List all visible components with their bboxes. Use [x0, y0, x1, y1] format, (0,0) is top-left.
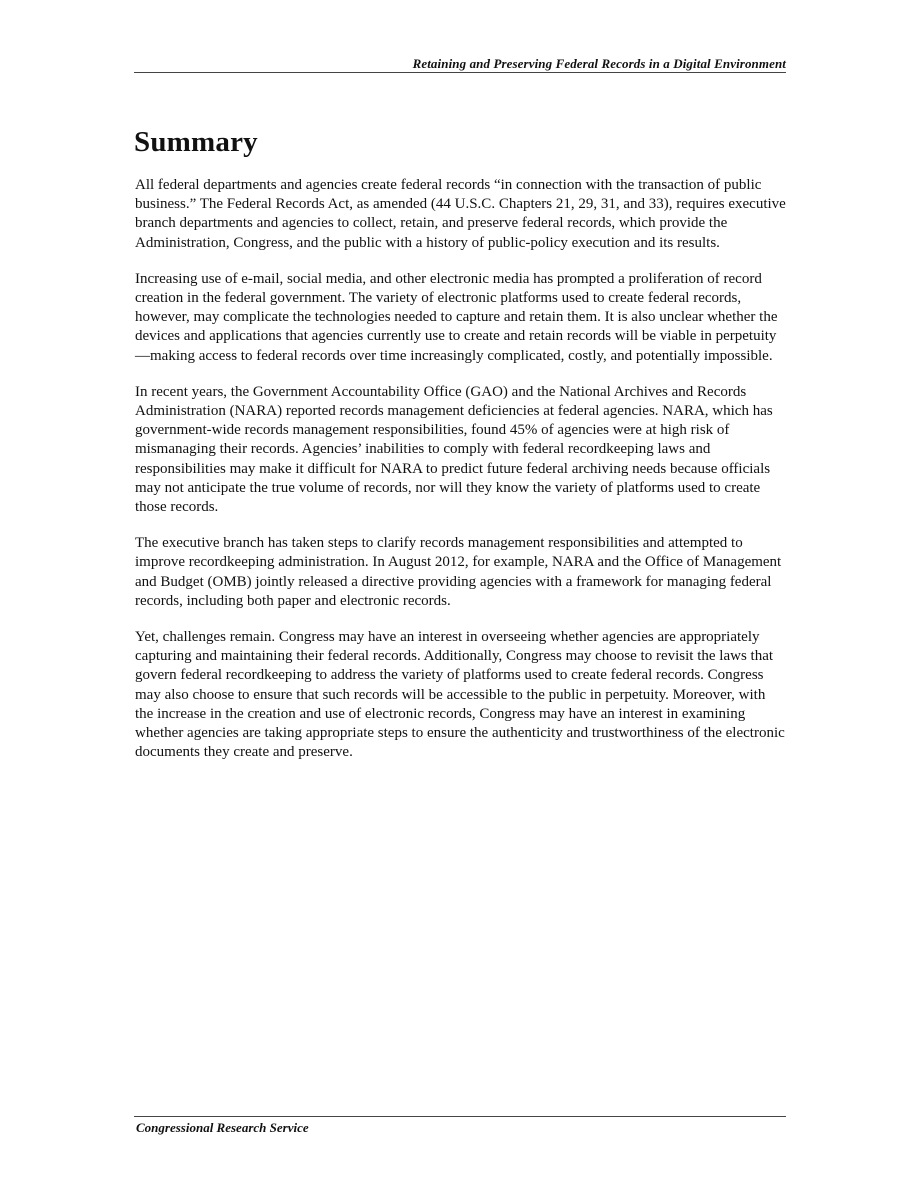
- paragraph-1: All federal departments and agencies create federal records “in connection with the transaction of public business.” The Federal Records Act, as amended (44 U.S.C. Chapters 21, 29, 31, and 33), requires executive branch departments and agencies to collect, retain, and preserve federal records, which provide the Administration, Congress, and the public with a history of public-policy execution and its results.: [135, 177, 786, 251]
- header-divider: [134, 72, 786, 73]
- summary-body: [135, 176, 787, 779]
- running-header: Retaining and Preserving Federal Records in a Digital Environment: [412, 56, 786, 71]
- paragraph-2: Increasing use of e-mail, social media, and other electronic media has prompted a proliferation of record creation in the federal government. The variety of electronic platforms used to create federal records, however, may complicate the technologies needed to capture and retain them. It is also unclear whether the devices and applications that agencies currently use to create and retain records will be viable in perpetuity—making access to federal records over time increasingly complicated, costly, and potentially impossible.: [135, 270, 778, 364]
- page-title: Summary: [134, 126, 258, 158]
- footer-divider: [134, 1116, 786, 1117]
- paragraph-4: The executive branch has taken steps to clarify records management responsibilities and attempted to improve recordkeeping administration. In August 2012, for example, NARA and the Office of Management and Budget (OMB) jointly released a directive providing agencies with a framework for managing federal records, including both paper and electronic records.: [135, 535, 782, 609]
- paragraph-3: In recent years, the Government Accountability Office (GAO) and the National Archives and Records Administration (NARA) reported records management deficiencies at federal agencies. NARA, which has government-wide records management responsibilities, found 45% of agencies were at high risk of mismanaging their records. Agencies’ inabilities to comply with federal recordkeeping laws and responsibilities may make it difficult for NARA to predict future federal archiving needs because officials may not anticipate the true volume of records, nor will they know the variety of platforms used to create those records.: [135, 383, 773, 516]
- running-footer: Congressional Research Service: [136, 1120, 309, 1135]
- paragraph-5: Yet, challenges remain. Congress may have an interest in overseeing whether agencies are appropriately capturing and maintaining their federal records. Additionally, Congress may choose to revisit the laws that govern federal recordkeeping to address the variety of platforms used to create federal records. Congress may also choose to ensure that such records will be accessible to the public in perpetuity. Moreover, with the increase in the creation and use of electronic records, Congress may have an interest in examining whether agencies are taking appropriate steps to ensure the authenticity and trustworthiness of the electronic documents they create and preserve.: [135, 629, 785, 761]
